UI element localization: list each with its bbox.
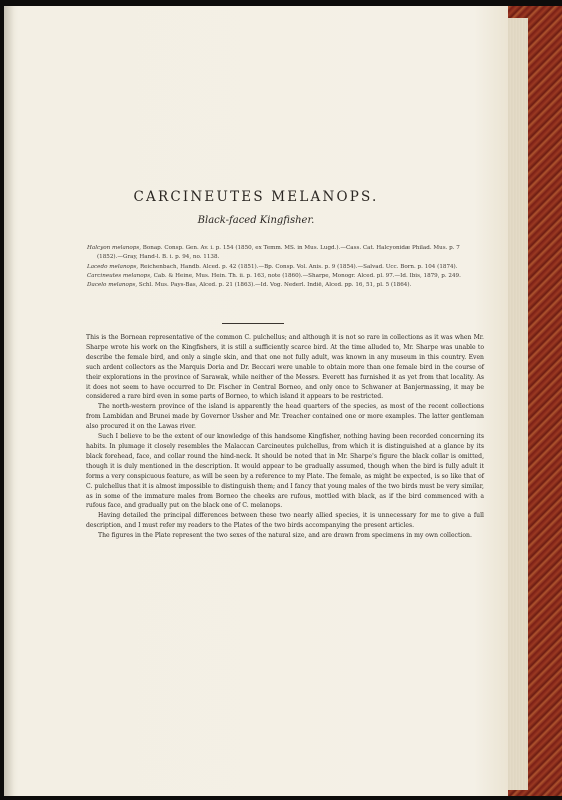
synonym-references: Cab. & Heine, Mus. Hein. Th. ii. p. 163, note (1860).—Sharpe, Monogr. Alced. pl. 97.—Id. Ibis, 1879, p. 249. [153, 272, 461, 279]
body-paragraph: The north-western province of the island is apparently the head quarters of the species, as most of the recent collections from Lambidan and Brunei made by Governor Ussher and Mr. Treacher contained one or more examples. The latter gentleman also procured it on the Lawas river. [86, 403, 484, 431]
synonym-name: Dacelo melanops, [87, 282, 138, 289]
synonymy-block [87, 244, 477, 290]
synonymy-entry [87, 272, 477, 281]
synonymy-entry [87, 244, 477, 263]
synonym-name: Halcyon melanops, [87, 245, 141, 251]
article-body [86, 333, 484, 541]
book-page [4, 6, 508, 796]
section-divider [222, 323, 284, 324]
synonymy-entry [87, 263, 477, 272]
page-subtitle: Black-faced Kingfisher. [197, 215, 315, 226]
synonymy-entry [87, 281, 477, 290]
synonym-references: Schl. Mus. Pays-Bas, Alced. p. 21 (1863).—Id. Vog. Nederl. Indië, Alced. pp. 16, 51, pl. 5 (1864). [138, 282, 412, 289]
synonym-name: Carcineutes melanops, [87, 272, 152, 279]
body-paragraph: This is the Bornean representative of the common C. pulchellus; and although it is not so rare in collections as it was when Mr. Sharpe wrote his work on the Kingfishers, it is still a sufficiently scarce bird. At the time alluded to, Mr. Sharpe was unable to describe the female bird, and only a single skin, and that one not fully adult, was known in any museum in this country. Even such ardent collectors as the Marquis Doria and Dr. Beccari were unable to obtain more than one female bird in the course of their explorations in the province of Sarawak, while neither of the Messrs. Everett has furnished it as yet from that locality. As it does not seem to have occurred to Dr. Fischer in Central Borneo, and only once to Schwaner at Banjermassing, it may be considered a rare bird even in some parts of Borneo, to which island it appears to be restricted. [86, 334, 484, 401]
gutter-shadow [4, 6, 14, 796]
synonym-references: Reichenbach, Handb. Alced. p. 42 (1851).—Bp. Consp. Vol. Anis. p. 9 (1854).—Salvad. Ucc. Born. p. 104 (1874). [139, 263, 458, 270]
body-paragraph: Having detailed the principal differences between these two nearly allied species, it is unnecessary for me to give a full description, and I must refer my readers to the Plates of the two birds accompanying the present articles. [86, 512, 484, 530]
body-paragraph: Such I believe to be the extent of our knowledge of this handsome Kingfisher, nothing having been recorded concerning its habits. In plumage it closely resembles the Malaccan Carcineutes pulchellus, from which it is distinguished at a glance by its black forehead, face, and collar round the hind-neck. It should be noted that in Mr. Sharpe's figure the black collar is omitted, though it is duly mentioned in the description. It would appear to be gradually assumed, though when the bird is fully adult it forms a very conspicuous feature, as will be seen by a reference to my Plate. The female, as might be expected, is so like that of C. pulchellus that it is almost impossible to distinguish them; and I fancy that young males of the two birds must be very similar, as in some of the immature males from Borneo the cheeks are rufous, mottled with black, as if the bird commenced with a rufous face, and gradually put on the black one of C. melanops. [86, 433, 484, 510]
synonym-references: Bonap. Consp. Gen. Av. i. p. 154 (1850, ex Temm. MS. in Mus. Lugd.).—Cass. Cat. Halcyonidæ Philad. Mus. p. 7 (1852).—Gray, Hand-l. B. i. p. 94, no. 1138. [97, 245, 460, 261]
body-paragraph: The figures in the Plate represent the two sexes of the natural size, and are drawn from specimens in my own collection. [98, 532, 472, 540]
page-title: CARCINEUTES MELANOPS. [133, 189, 379, 205]
synonym-name: Lacedo melanops, [87, 263, 139, 270]
